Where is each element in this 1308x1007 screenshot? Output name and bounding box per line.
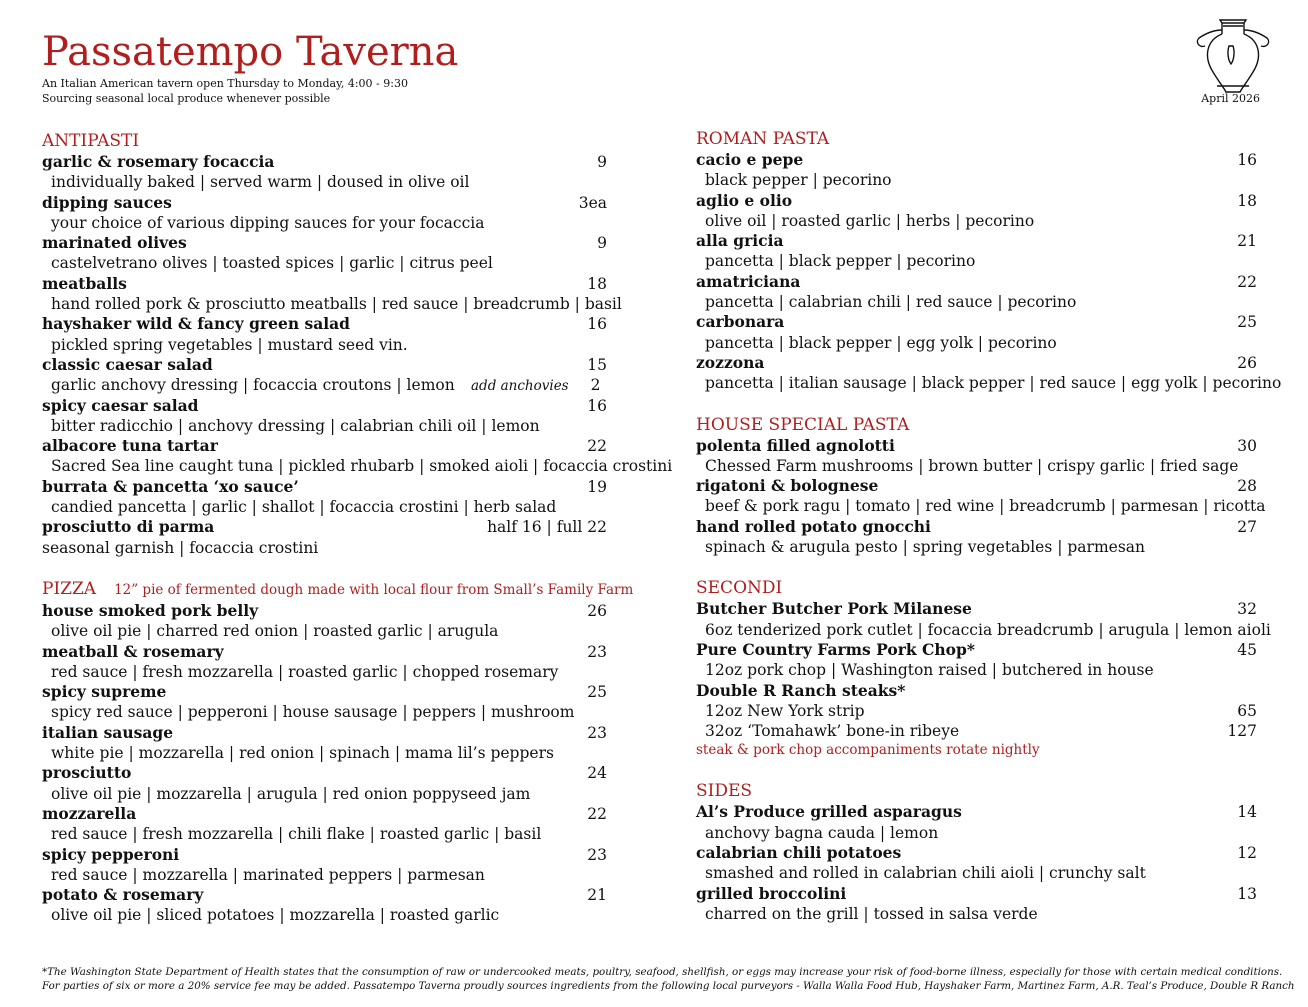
item-price: 27: [1237, 517, 1257, 536]
pizza-section: [42, 578, 634, 926]
item-addon: [471, 375, 601, 396]
menu-item: [696, 312, 1271, 353]
item-price: 19: [587, 477, 607, 496]
menu-item: [42, 682, 627, 723]
item-price: 14: [1237, 803, 1257, 822]
section-title: [42, 578, 634, 601]
item-description-text: garlic anchovy dressing | focaccia croutons | lemon: [51, 376, 455, 395]
item-price: 22: [587, 804, 607, 823]
right-column: [696, 128, 1282, 944]
item-description: [42, 294, 627, 314]
menu-item: [696, 150, 1271, 191]
item-price: 25: [587, 683, 607, 702]
menu-item: [696, 231, 1271, 272]
item-description: [696, 620, 1271, 640]
item-description: [42, 905, 627, 925]
item-description: [696, 823, 1271, 843]
menu-date: April 2026: [1201, 92, 1260, 105]
item-name: meatballs: [42, 273, 127, 293]
item-name: burrata & pancetta ‘xo sauce’: [42, 476, 299, 496]
item-price: 21: [1237, 232, 1257, 251]
antipasti-list: [42, 152, 673, 558]
item-description: [42, 335, 627, 355]
item-price: 127: [1227, 722, 1257, 741]
item-description: [42, 743, 627, 763]
menu-item: [696, 191, 1271, 232]
item-name: amatriciana: [696, 271, 801, 291]
item-description: [42, 172, 627, 192]
item-description-text: smashed and rolled in calabrian chili aioli | crunchy salt: [705, 864, 1146, 883]
sides-list: [696, 802, 1271, 924]
item-price: 23: [587, 642, 607, 661]
menu-item: [42, 355, 627, 396]
menu-item: [42, 804, 627, 845]
item-price: 22: [1237, 272, 1257, 291]
item-price: 18: [587, 274, 607, 293]
item-description-text: bitter radicchio | anchovy dressing | calabrian chili oil | lemon: [51, 416, 540, 435]
menu-item: [42, 314, 627, 355]
roman-pasta-section: [696, 128, 1282, 394]
menu-item: [42, 517, 627, 558]
secondi-note: steak & pork chop accompaniments rotate nightly: [696, 742, 1040, 759]
steak-option: [696, 701, 1271, 721]
item-description-text: candied pancetta | garlic | shallot | focaccia crostini | herb salad: [51, 498, 557, 517]
item-name: hayshaker wild & fancy green salad: [42, 314, 351, 334]
section-title: ANTIPASTI: [42, 131, 140, 151]
item-description: 12oz New York strip: [705, 701, 865, 720]
item-description: [696, 496, 1271, 516]
menu-item: [42, 642, 627, 683]
item-description: [42, 784, 627, 804]
item-description-text: olive oil pie | sliced potatoes | mozzarella | roasted garlic: [51, 906, 500, 925]
item-name: grilled broccolini: [696, 883, 847, 903]
antipasti-section: [42, 130, 673, 558]
menu-item: [42, 477, 627, 518]
item-description: [696, 333, 1271, 353]
steak-option: [696, 721, 1271, 741]
item-description: [42, 416, 627, 436]
menu-item: [696, 436, 1271, 477]
house-pasta-list: [696, 436, 1271, 558]
menu-item: [696, 272, 1271, 313]
item-name: calabrian chili potatoes: [696, 843, 902, 863]
item-description: [696, 211, 1271, 231]
menu-item: [696, 843, 1271, 884]
item-description-text: olive oil pie | mozzarella | arugula | red onion poppyseed jam: [51, 784, 531, 803]
item-name: spicy supreme: [42, 682, 167, 702]
item-name: polenta filled agnolotti: [696, 435, 895, 455]
item-description: [42, 824, 627, 844]
item-price: 9: [597, 234, 607, 253]
pizza-list: [42, 601, 627, 926]
item-name: garlic & rosemary focaccia: [42, 152, 275, 171]
item-name: albacore tuna tartar: [42, 436, 218, 456]
item-price: 16: [587, 396, 607, 415]
item-price: 18: [1237, 191, 1257, 210]
menu-item: [42, 763, 627, 804]
item-name: rigatoni & bolognese: [696, 476, 879, 496]
menu-item: [696, 352, 1282, 394]
pizza-note: 12” pie of fermented dough made with local flour from Small’s Family Farm: [114, 581, 634, 598]
item-description-text: pancetta | black pepper | pecorino: [705, 252, 976, 271]
item-price: 24: [587, 764, 607, 783]
item-description: [42, 253, 627, 273]
menu-item: [696, 640, 1271, 681]
sides-section: [696, 780, 1271, 924]
addon-price: 2: [590, 376, 601, 395]
menu-item: [696, 517, 1271, 558]
item-price: 21: [587, 886, 607, 905]
item-description-text: white pie | mozzarella | red onion | spinach | mama lil’s peppers: [51, 744, 554, 763]
menu-item: [42, 152, 627, 193]
item-price: 23: [587, 723, 607, 742]
item-description: [42, 375, 627, 395]
item-price: 30: [1237, 436, 1257, 455]
item-name: zozzona: [696, 352, 765, 372]
addon-label: add anchovies: [471, 378, 569, 395]
item-name: dipping sauces: [42, 192, 172, 212]
roman-pasta-list: [696, 150, 1282, 394]
item-description-text: red sauce | fresh mozzarella | roasted garlic | chopped rosemary: [51, 662, 559, 681]
tagline-hours: An Italian American tavern open Thursday to Monday, 4:00 - 9:30: [42, 77, 408, 90]
item-description: [696, 863, 1271, 883]
item-price: 65: [1237, 701, 1257, 720]
item-description: [696, 537, 1271, 557]
menu-item: [42, 396, 627, 437]
section-title: SIDES: [696, 781, 753, 802]
item-description-text: your choice of various dipping sauces for your focaccia: [51, 213, 485, 232]
menu-item: [42, 193, 627, 234]
menu-item: [42, 601, 627, 642]
purveyors-note: For parties of six or more a 20% service fee may be added. Passatempo Taverna proudly sources ingredients from the following local purveyors - Walla Walla Food Hub, Hayshaker Farm, Martinez Farm, A.R. Teal’s Produce, Double R Ranch: [42, 980, 1295, 992]
item-description-text: Chessed Farm mushrooms | brown butter | crispy garlic | fried sage: [705, 456, 1239, 475]
item-price: 16: [1237, 151, 1257, 169]
item-price: 15: [587, 355, 607, 374]
item-description-text: individually baked | served warm | doused in olive oil: [51, 173, 470, 192]
item-price: 25: [1237, 313, 1257, 332]
item-price: 26: [587, 601, 607, 620]
item-description-text: anchovy bagna cauda | lemon: [705, 823, 939, 842]
section-title: HOUSE SPECIAL PASTA: [696, 414, 910, 435]
item-price: half 16 | full 22: [487, 518, 607, 537]
house-pasta-section: [696, 414, 1271, 558]
item-price: 23: [587, 845, 607, 864]
item-description: [42, 538, 627, 558]
item-name: classic caesar salad: [42, 354, 213, 374]
item-price: 13: [1237, 884, 1257, 903]
item-description-text: red sauce | mozzarella | marinated peppers | parmesan: [51, 865, 485, 884]
item-name: Double R Ranch steaks*: [696, 680, 906, 700]
footer: [42, 965, 1295, 993]
menu-item: [42, 845, 627, 886]
item-description-text: 6oz tenderized pork cutlet | focaccia breadcrumb | arugula | lemon aioli: [705, 620, 1271, 639]
item-name: italian sausage: [42, 722, 174, 742]
item-description-text: red sauce | fresh mozzarella | chili flake | roasted garlic | basil: [51, 825, 542, 844]
item-name: aglio e olio: [696, 190, 793, 210]
item-name: spicy caesar salad: [42, 395, 199, 415]
item-description-text: seasonal garnish | focaccia crostini: [42, 538, 319, 557]
item-description-text: spicy red sauce | pepperoni | house sausage | peppers | mushroom: [51, 703, 575, 722]
item-name: meatball & rosemary: [42, 641, 224, 661]
item-price: 12: [1237, 844, 1257, 863]
section-title-text: PIZZA: [42, 578, 97, 599]
item-description: [42, 702, 627, 722]
item-description-text: 12oz pork chop | Washington raised | butchered in house: [705, 661, 1154, 680]
item-description: [696, 660, 1271, 680]
item-description: [42, 497, 627, 517]
menu-item: [696, 476, 1271, 517]
menu-item: [696, 802, 1271, 843]
item-description-text: pancetta | calabrian chili | red sauce | pecorino: [705, 293, 1077, 312]
item-name: marinated olives: [42, 233, 187, 253]
left-column: [42, 130, 673, 946]
health-disclaimer: *The Washington State Department of Health states that the consumption of raw or undercooked meats, poultry, seafood, shellfish, or eggs may increase your risk of food-borne illness, especially for those with certain medical conditions.: [42, 966, 1283, 978]
item-description: [696, 373, 1282, 393]
item-price: 16: [587, 315, 607, 334]
item-name: mozzarella: [42, 803, 137, 823]
item-description-text: pickled spring vegetables | mustard seed vin.: [51, 335, 408, 354]
section-title: ROMAN PASTA: [696, 129, 830, 149]
item-description-text: hand rolled pork & prosciutto meatballs | red sauce | breadcrumb | basil: [51, 295, 622, 314]
item-description-text: spinach & arugula pesto | spring vegetables | parmesan: [705, 538, 1145, 557]
item-name: Pure Country Farms Pork Chop*: [696, 639, 975, 659]
item-price: 45: [1237, 640, 1257, 659]
item-name: spicy pepperoni: [42, 844, 180, 864]
item-description-text: black pepper | pecorino: [705, 171, 892, 190]
item-description: [42, 456, 673, 476]
item-name: carbonara: [696, 312, 785, 332]
menu-item: [696, 681, 1271, 701]
menu-item: [696, 884, 1271, 925]
item-description-text: pancetta | black pepper | egg yolk | pecorino: [705, 333, 1057, 352]
item-description: [42, 213, 627, 233]
item-name: prosciutto: [42, 763, 132, 783]
section-title: SECONDI: [696, 578, 783, 599]
tagline-sourcing: Sourcing seasonal local produce whenever possible: [42, 92, 331, 105]
item-description: [696, 170, 1271, 190]
item-price: 3ea: [578, 193, 607, 212]
menu-item: [42, 233, 627, 274]
item-description: [42, 865, 627, 885]
item-description-text: Sacred Sea line caught tuna | pickled rhubarb | smoked aioli | focaccia crostini: [51, 457, 673, 476]
item-name: Butcher Butcher Pork Milanese: [696, 599, 972, 619]
item-price: 26: [1237, 353, 1257, 372]
item-name: Al’s Produce grilled asparagus: [696, 802, 962, 822]
item-name: potato & rosemary: [42, 885, 204, 905]
item-price: 28: [1237, 477, 1257, 496]
item-description: [696, 904, 1271, 924]
item-name: alla gricia: [696, 231, 784, 251]
menu-item: [42, 436, 673, 477]
item-name: hand rolled potato gnocchi: [696, 516, 931, 536]
menu-header: [42, 28, 458, 106]
menu-item: [42, 885, 627, 926]
menu-item: [42, 723, 627, 764]
item-price: 9: [597, 153, 607, 171]
secondi-list: [696, 599, 1271, 680]
restaurant-title: Passatempo Taverna: [42, 29, 459, 75]
item-description: [42, 621, 627, 641]
item-description: [696, 456, 1271, 476]
secondi-section: [696, 577, 1271, 760]
menu-item: [696, 599, 1271, 640]
item-price: 22: [587, 437, 607, 456]
item-description: [696, 251, 1271, 271]
item-description: [42, 662, 627, 682]
item-description-text: olive oil pie | charred red onion | roasted garlic | arugula: [51, 622, 499, 641]
menu-item: [42, 274, 627, 315]
item-name: house smoked pork belly: [42, 600, 259, 620]
item-description-text: charred on the grill | tossed in salsa verde: [705, 904, 1038, 923]
item-price: 32: [1237, 600, 1257, 619]
amphora-icon: [1193, 16, 1273, 94]
item-description: [696, 292, 1271, 312]
item-description-text: castelvetrano olives | toasted spices | garlic | citrus peel: [51, 254, 493, 273]
item-description: 32oz ‘Tomahawk’ bone-in ribeye: [705, 722, 960, 741]
item-name: prosciutto di parma: [42, 517, 215, 537]
item-description-text: pancetta | italian sausage | black pepper | red sauce | egg yolk | pecorino: [705, 374, 1282, 393]
item-description-text: beef & pork ragu | tomato | red wine | breadcrumb | parmesan | ricotta: [705, 497, 1266, 516]
item-description-text: olive oil | roasted garlic | herbs | pecorino: [705, 211, 1035, 230]
item-name: cacio e pepe: [696, 150, 804, 169]
